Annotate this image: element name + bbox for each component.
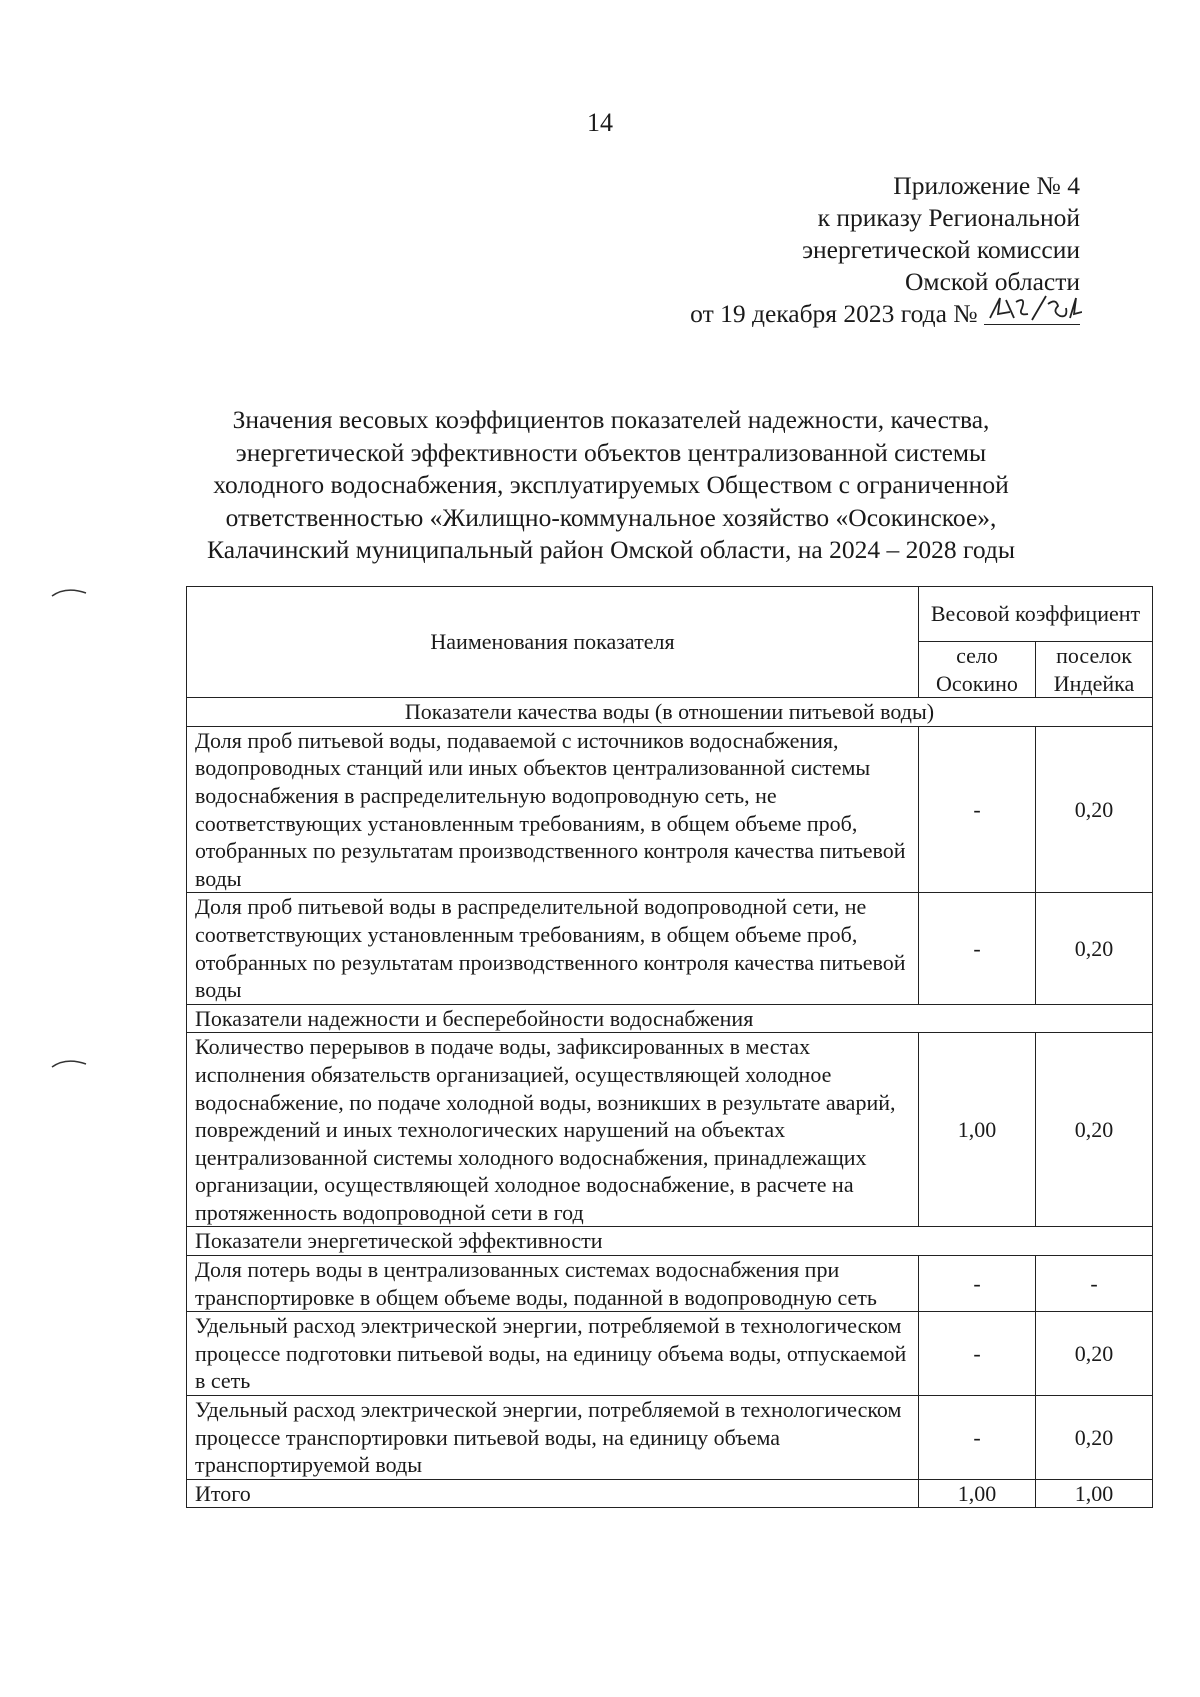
- total-indeyka: 1,00: [1036, 1479, 1153, 1508]
- table-row: [187, 1033, 1153, 1227]
- weight-osokino: 1,00: [919, 1033, 1036, 1227]
- appendix-block: [690, 170, 1080, 330]
- appendix-region: Омской области: [905, 267, 1080, 296]
- indicator-name: Доля потерь воды в централизованных системах водоснабжения при транспортировке в общем объеме воды, поданной в водопроводную сеть: [187, 1256, 919, 1312]
- title-line: холодного водоснабжения, эксплуатируемых Обществом с ограниченной: [213, 470, 1009, 499]
- header-indeyka: поселок Индейка: [1036, 642, 1153, 698]
- appendix-commission: энергетической комиссии: [802, 235, 1080, 264]
- title-line: энергетической эффективности объектов централизованной системы: [235, 437, 987, 467]
- weight-indeyka: 0,20: [1036, 893, 1153, 1004]
- weight-osokino: -: [919, 726, 1036, 893]
- weight-indeyka: 0,20: [1036, 1396, 1153, 1480]
- weights-table: [186, 586, 1153, 1508]
- weight-indeyka: 0,20: [1036, 1312, 1153, 1396]
- page-number: 14: [587, 108, 613, 137]
- table-row: [187, 726, 1153, 893]
- weight-osokino: -: [919, 1256, 1036, 1312]
- weight-indeyka: -: [1036, 1256, 1153, 1312]
- indicator-name: Количество перерывов в подаче воды, зафиксированных в местах исполнения обязательств организацией, осуществляющей холодное водоснабжение, по подаче холодной воды, возникших в результате аварий, повреждений и иных технологических нарушений на объектах централизованной системы холодного водоснабжения, принадлежащих организации, осуществляющей холодное водоснабжение, в расчете на протяженность водопроводной сети в год: [187, 1033, 919, 1227]
- weight-osokino: -: [919, 1396, 1036, 1480]
- header-indicator-name: Наименования показателя: [187, 587, 919, 698]
- margin-scan-mark: [50, 1055, 90, 1071]
- section-row: [187, 698, 1153, 727]
- indicator-name: Удельный расход электрической энергии, потребляемой в технологическом процессе подготовки питьевой воды, на единицу объема воды, отпускаемой в сеть: [187, 1312, 919, 1396]
- table-row: [187, 1256, 1153, 1312]
- section-row: [187, 1004, 1153, 1033]
- appendix-number: Приложение № 4: [893, 171, 1080, 200]
- table-row: [187, 893, 1153, 1004]
- header-osokino: село Осокино: [919, 642, 1036, 698]
- appendix-date-line: [690, 298, 1080, 330]
- section-title: Показатели энергетической эффективности: [187, 1227, 1153, 1256]
- title-line: Калачинский муниципальный район Омской области, на 2024 – 2028 годы: [207, 535, 1015, 564]
- margin-scan-mark: [50, 584, 90, 600]
- header-weight: Весовой коэффициент: [919, 587, 1153, 642]
- document-title: [150, 404, 1072, 567]
- weight-indeyka: 0,20: [1036, 726, 1153, 893]
- title-line: Значения весовых коэффициентов показателей надежности, качества,: [232, 405, 990, 434]
- total-row: [187, 1479, 1153, 1508]
- appendix-order-ref: к приказу Региональной: [817, 203, 1080, 232]
- section-row: [187, 1227, 1153, 1256]
- total-label: Итого: [187, 1479, 919, 1508]
- weight-osokino: -: [919, 893, 1036, 1004]
- table-row: [187, 1396, 1153, 1480]
- indicator-name: Доля проб питьевой воды, подаваемой с источников водоснабжения, водопроводных станций или иных объектов централизованной системы водоснабжения в распределительную водопроводную сеть, не соответствующих установленным требованиям, в общем объеме проб, отобранных по результатам производственного контроля качества питьевой воды: [187, 726, 919, 893]
- total-osokino: 1,00: [919, 1479, 1036, 1508]
- weight-indeyka: 0,20: [1036, 1033, 1153, 1227]
- handwritten-order-number: [984, 300, 1080, 325]
- section-title: Показатели качества воды (в отношении питьевой воды): [187, 698, 1153, 727]
- weight-osokino: -: [919, 1312, 1036, 1396]
- appendix-date: от 19 декабря 2023 года №: [690, 299, 978, 328]
- indicator-name: Удельный расход электрической энергии, потребляемой в технологическом процессе транспортировки питьевой воды, на единицу объема транспортируемой воды: [187, 1396, 919, 1480]
- section-title: Показатели надежности и бесперебойности водоснабжения: [187, 1004, 1153, 1033]
- table-header-row: [187, 587, 1153, 642]
- indicator-name: Доля проб питьевой воды в распределительной водопроводной сети, не соответствующих установленным требованиям, в общем объеме проб, отобранных по результатам производственного контроля качества питьевой воды: [187, 893, 919, 1004]
- table-row: [187, 1312, 1153, 1396]
- title-line: ответственностью «Жилищно-коммунальное хозяйство «Осокинское»,: [225, 502, 997, 532]
